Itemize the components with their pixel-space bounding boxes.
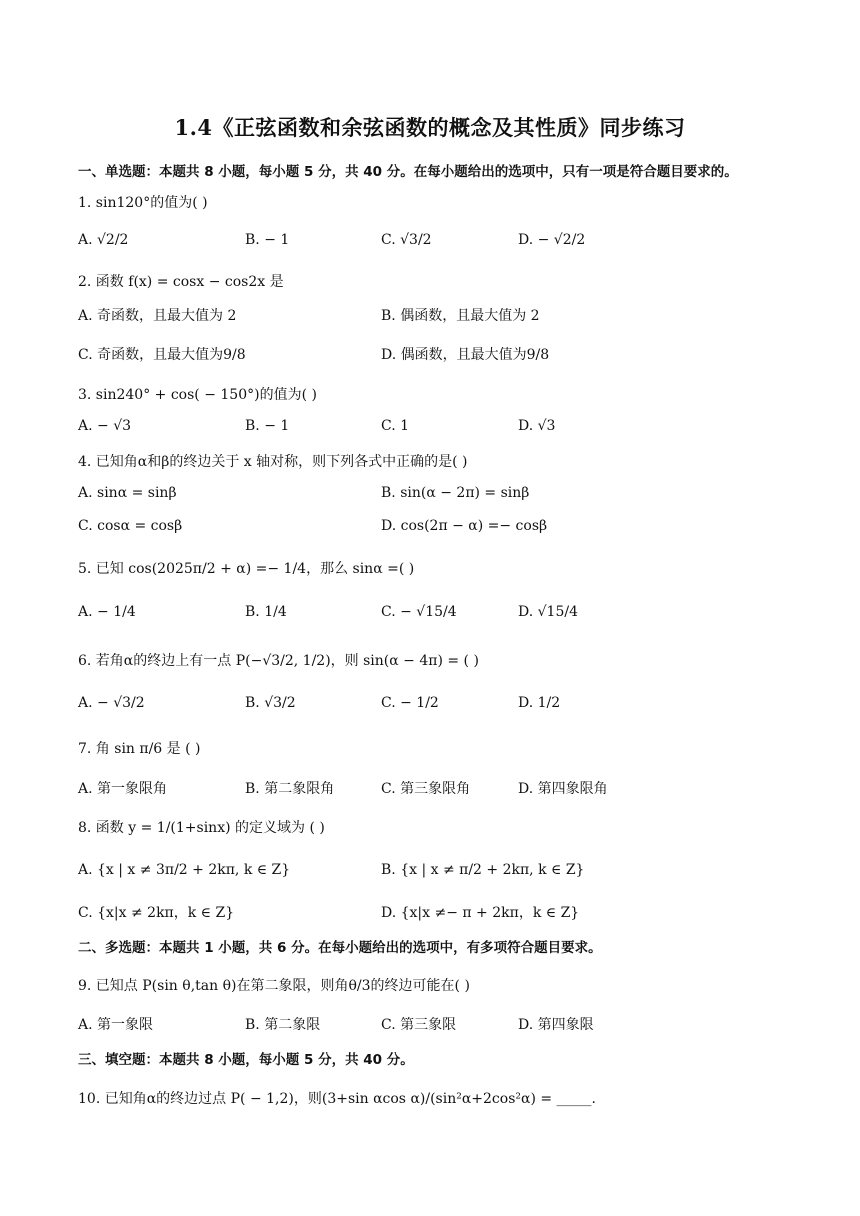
option-5c: C. − √15/4 xyxy=(381,604,457,620)
question-5: 5. 已知 cos(2025π/2 + α) =− 1/4，那么 sinα =( ) xyxy=(78,561,415,577)
option-2c: C. 奇函数，且最大值为9/8 xyxy=(78,347,246,363)
option-7b: B. 第二象限角 xyxy=(245,781,335,797)
option-6c: C. − 1/2 xyxy=(381,695,439,711)
option-1d: D. − √2/2 xyxy=(518,232,586,248)
option-3b: B. − 1 xyxy=(245,418,290,434)
question-4: 4. 已知角α和β的终边关于 x 轴对称，则下列各式中正确的是( ) xyxy=(78,454,468,470)
option-8c: C. {x|x ≠ 2kπ，k ∈ Z} xyxy=(78,905,235,921)
question-10: 10. 已知角α的终边过点 P( − 1,2)，则(3+sin αcos α)/(sin²α+2cos²α) = _____. xyxy=(78,1091,596,1107)
option-4b: B. sin(α − 2π) = sinβ xyxy=(381,485,530,501)
section-multiple-choice: 二、多选题：本题共 1 小题，共 6 分。在每小题给出的选项中，有多项符合题目要求。 xyxy=(78,940,602,956)
option-7d: D. 第四象限角 xyxy=(518,781,608,797)
question-8: 8. 函数 y = 1/(1+sinx) 的定义域为 ( ) xyxy=(78,820,325,836)
option-2b: B. 偶函数，且最大值为 2 xyxy=(381,308,540,324)
option-7a: A. 第一象限角 xyxy=(78,781,168,797)
option-8b: B. {x | x ≠ π/2 + 2kπ, k ∈ Z} xyxy=(381,862,585,878)
question-9: 9. 已知点 P(sin θ,tan θ)在第二象限，则角θ/3的终边可能在( ) xyxy=(78,978,470,994)
option-9c: C. 第三象限 xyxy=(381,1017,457,1033)
option-6b: B. √3/2 xyxy=(245,695,296,711)
option-9a: A. 第一象限 xyxy=(78,1017,154,1033)
option-4c: C. cosα = cosβ xyxy=(78,518,183,534)
option-6d: D. 1/2 xyxy=(518,695,561,711)
option-5d: D. √15/4 xyxy=(518,604,578,620)
option-2d: D. 偶函数，且最大值为9/8 xyxy=(381,347,550,363)
question-7: 7. 角 sin π/6 是 ( ) xyxy=(78,741,201,757)
option-1b: B. − 1 xyxy=(245,232,290,248)
option-4a: A. sinα = sinβ xyxy=(78,485,177,501)
section-single-choice: 一、单选题：本题共 8 小题，每小题 5 分，共 40 分。在每小题给出的选项中，只有一项是符合题目要求的。 xyxy=(78,164,738,180)
option-3a: A. − √3 xyxy=(78,418,132,434)
option-9d: D. 第四象限 xyxy=(518,1017,594,1033)
option-9b: B. 第二象限 xyxy=(245,1017,321,1033)
option-3d: D. √3 xyxy=(518,418,556,434)
option-8d: D. {x|x ≠− π + 2kπ，k ∈ Z} xyxy=(381,905,580,921)
question-3: 3. sin240° + cos( − 150°)的值为( ) xyxy=(78,387,317,403)
option-8a: A. {x | x ≠ 3π/2 + 2kπ, k ∈ Z} xyxy=(78,862,291,878)
question-2: 2. 函数 f(x) = cosx − cos2x 是 xyxy=(78,274,284,290)
option-5a: A. − 1/4 xyxy=(78,604,136,620)
option-3c: C. 1 xyxy=(381,418,410,434)
option-7c: C. 第三象限角 xyxy=(381,781,471,797)
question-6: 6. 若角α的终边上有一点 P(−√3/2, 1/2)，则 sin(α − 4π) = ( ) xyxy=(78,653,479,669)
option-2a: A. 奇函数，且最大值为 2 xyxy=(78,308,237,324)
option-1a: A. √2/2 xyxy=(78,232,129,248)
option-1c: C. √3/2 xyxy=(381,232,432,248)
page-title: 1.4《正弦函数和余弦函数的概念及其性质》同步练习 xyxy=(174,115,686,140)
option-4d: D. cos(2π − α) =− cosβ xyxy=(381,518,548,534)
option-6a: A. − √3/2 xyxy=(78,695,145,711)
section-fill-blank: 三、填空题：本题共 8 小题，每小题 5 分，共 40 分。 xyxy=(78,1052,414,1068)
option-5b: B. 1/4 xyxy=(245,604,287,620)
question-1: 1. sin120°的值为( ) xyxy=(78,195,208,211)
